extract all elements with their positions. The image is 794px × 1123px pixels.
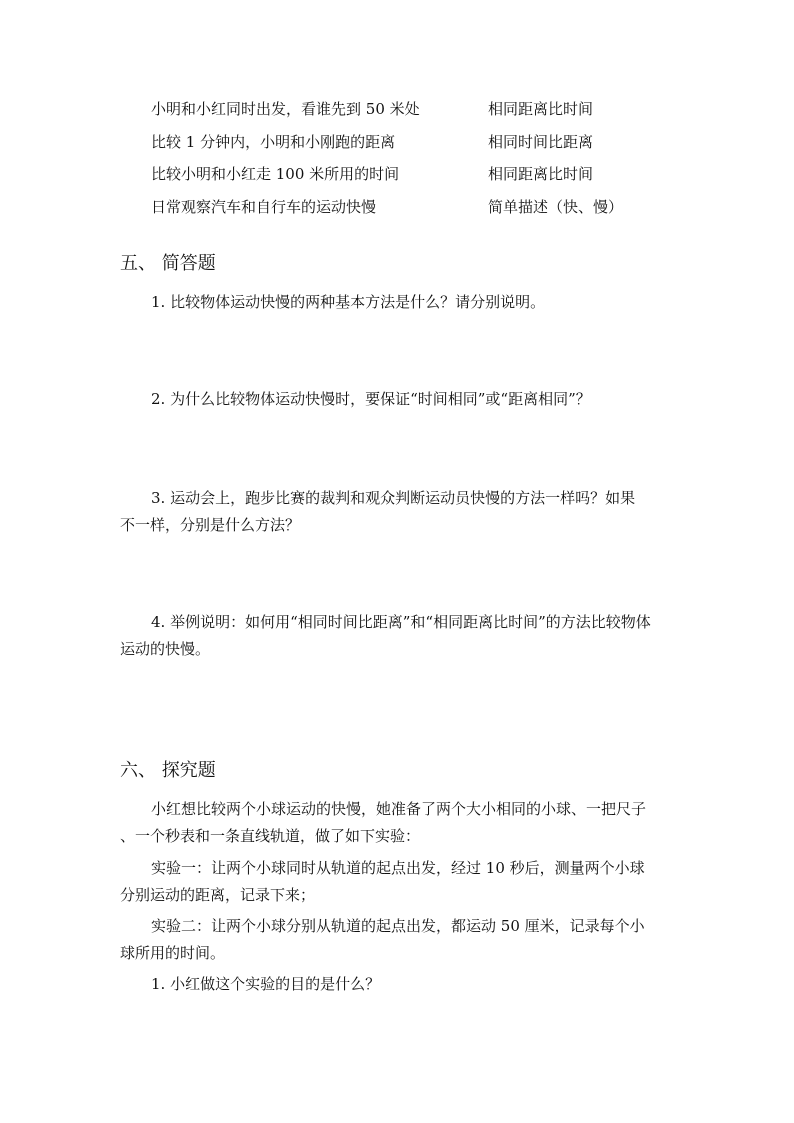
comparison-method: 简单描述（快、慢） [488, 198, 624, 216]
section-title-inquiry: 六、 探究题 [120, 760, 216, 781]
paragraph-line: 实验二：让两个小球分别从轨道的起点出发，都运动 50 厘米，记录每个小 [151, 917, 645, 935]
inquiry-intro [120, 796, 675, 850]
question-line: 4. 举例说明：如何用“相同时间比距离”和“相同距离比时间”的方法比较物体 [151, 613, 651, 631]
section-title-short-answer: 五、 简答题 [120, 253, 216, 274]
question-line: 不一样，分别是什么方法？ [120, 516, 301, 534]
question-2 [151, 386, 674, 413]
comparison-scenario: 比较 1 分钟内，小明和小刚跑的距离 [151, 133, 396, 151]
experiment-two [120, 913, 675, 967]
question-line: 运动的快慢。 [120, 640, 211, 658]
paragraph-line: 球所用的时间。 [120, 944, 226, 962]
paragraph-line: 、一个秒表和一条直线轨道，做了如下实验： [120, 827, 421, 845]
question-line: 3. 运动会上，跑步比赛的裁判和观众判断运动员快慢的方法一样吗？如果 [151, 489, 636, 507]
question-1 [151, 289, 674, 316]
question-line: 1. 小红做这个实验的目的是什么？ [151, 975, 381, 993]
comparison-scenario: 比较小明和小红走 100 米所用的时间 [151, 165, 400, 183]
experiment-one [120, 855, 675, 909]
paragraph-line: 实验一：让两个小球同时从轨道的起点出发，经过 10 秒后，测量两个小球 [151, 859, 645, 877]
question-4 [120, 609, 675, 663]
comparison-method: 相同距离比时间 [488, 165, 594, 183]
comparison-method: 相同距离比时间 [488, 100, 594, 118]
comparison-scenario: 日常观察汽车和自行车的运动快慢 [151, 198, 377, 216]
paragraph-line: 小红想比较两个小球运动的快慢，她准备了两个大小相同的小球、一把尺子 [151, 800, 647, 818]
question-line: 2. 为什么比较物体运动快慢时，要保证“时间相同”或“距离相同”？ [151, 390, 591, 408]
paragraph-line: 分别运动的距离，记录下来； [120, 886, 316, 904]
question-line: 1. 比较物体运动快慢的两种基本方法是什么？请分别说明。 [151, 293, 546, 311]
comparison-scenario: 小明和小红同时出发，看谁先到 50 米处 [151, 100, 420, 118]
comparison-method: 相同时间比距离 [488, 133, 594, 151]
inquiry-question-1 [151, 971, 674, 998]
question-3 [120, 485, 675, 539]
